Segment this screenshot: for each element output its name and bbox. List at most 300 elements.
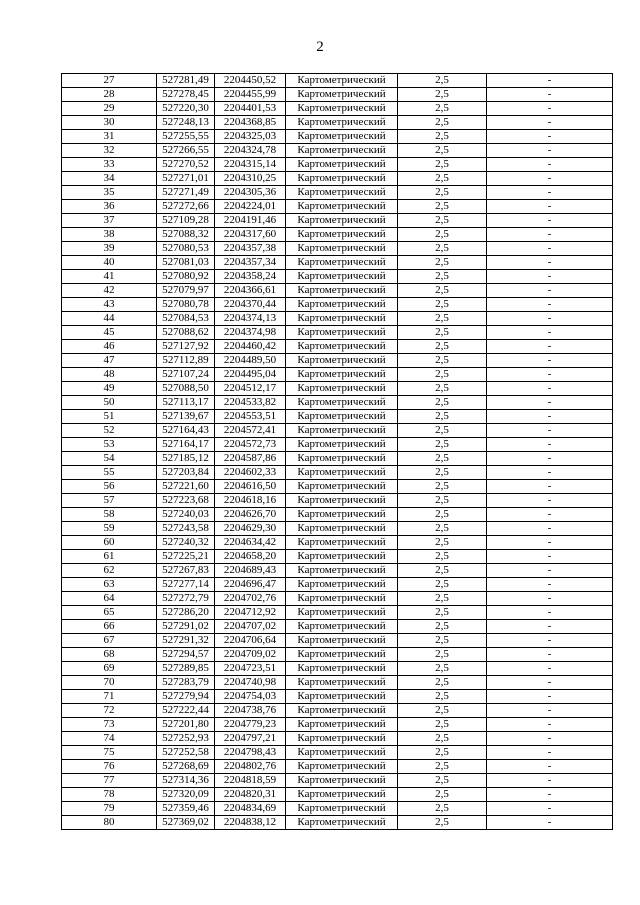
table-row [62, 452, 613, 466]
point-number-cell: 40 [62, 256, 157, 270]
note-cell: - [487, 242, 613, 256]
note-cell: - [487, 578, 613, 592]
table-row [62, 550, 613, 564]
y-coordinate-cell: 2204587,86 [215, 452, 286, 466]
method-cell: Картометрический [286, 130, 398, 144]
method-cell: Картометрический [286, 634, 398, 648]
accuracy-cell: 2,5 [398, 312, 487, 326]
point-number-cell: 35 [62, 186, 157, 200]
note-cell: - [487, 382, 613, 396]
point-number-cell: 63 [62, 578, 157, 592]
point-number-cell: 54 [62, 452, 157, 466]
table-row [62, 494, 613, 508]
coordinates-table-body [62, 74, 613, 830]
point-number-cell: 41 [62, 270, 157, 284]
x-coordinate-cell: 527286,20 [157, 606, 215, 620]
note-cell: - [487, 186, 613, 200]
note-cell: - [487, 74, 613, 88]
point-number-cell: 57 [62, 494, 157, 508]
accuracy-cell: 2,5 [398, 494, 487, 508]
point-number-cell: 28 [62, 88, 157, 102]
note-cell: - [487, 102, 613, 116]
table-row [62, 760, 613, 774]
method-cell: Картометрический [286, 564, 398, 578]
x-coordinate-cell: 527109,28 [157, 214, 215, 228]
method-cell: Картометрический [286, 396, 398, 410]
x-coordinate-cell: 527267,83 [157, 564, 215, 578]
method-cell: Картометрический [286, 438, 398, 452]
x-coordinate-cell: 527281,49 [157, 74, 215, 88]
x-coordinate-cell: 527272,79 [157, 592, 215, 606]
y-coordinate-cell: 2204802,76 [215, 760, 286, 774]
note-cell: - [487, 746, 613, 760]
x-coordinate-cell: 527201,80 [157, 718, 215, 732]
accuracy-cell: 2,5 [398, 592, 487, 606]
note-cell: - [487, 592, 613, 606]
x-coordinate-cell: 527221,60 [157, 480, 215, 494]
note-cell: - [487, 662, 613, 676]
x-coordinate-cell: 527084,53 [157, 312, 215, 326]
table-row [62, 326, 613, 340]
accuracy-cell: 2,5 [398, 536, 487, 550]
y-coordinate-cell: 2204191,46 [215, 214, 286, 228]
table-row [62, 802, 613, 816]
point-number-cell: 60 [62, 536, 157, 550]
y-coordinate-cell: 2204696,47 [215, 578, 286, 592]
point-number-cell: 33 [62, 158, 157, 172]
note-cell: - [487, 480, 613, 494]
table-row [62, 158, 613, 172]
method-cell: Картометрический [286, 452, 398, 466]
point-number-cell: 30 [62, 116, 157, 130]
x-coordinate-cell: 527314,36 [157, 774, 215, 788]
accuracy-cell: 2,5 [398, 508, 487, 522]
y-coordinate-cell: 2204629,30 [215, 522, 286, 536]
accuracy-cell: 2,5 [398, 816, 487, 830]
accuracy-cell: 2,5 [398, 648, 487, 662]
point-number-cell: 27 [62, 74, 157, 88]
point-number-cell: 56 [62, 480, 157, 494]
point-number-cell: 45 [62, 326, 157, 340]
accuracy-cell: 2,5 [398, 102, 487, 116]
table-row [62, 480, 613, 494]
note-cell: - [487, 676, 613, 690]
y-coordinate-cell: 2204317,60 [215, 228, 286, 242]
x-coordinate-cell: 527268,69 [157, 760, 215, 774]
y-coordinate-cell: 2204366,61 [215, 284, 286, 298]
table-row [62, 606, 613, 620]
note-cell: - [487, 326, 613, 340]
x-coordinate-cell: 527088,62 [157, 326, 215, 340]
method-cell: Картометрический [286, 550, 398, 564]
accuracy-cell: 2,5 [398, 340, 487, 354]
point-number-cell: 46 [62, 340, 157, 354]
y-coordinate-cell: 2204358,24 [215, 270, 286, 284]
table-row [62, 242, 613, 256]
method-cell: Картометрический [286, 522, 398, 536]
y-coordinate-cell: 2204368,85 [215, 116, 286, 130]
note-cell: - [487, 284, 613, 298]
point-number-cell: 59 [62, 522, 157, 536]
y-coordinate-cell: 2204723,51 [215, 662, 286, 676]
method-cell: Картометрический [286, 326, 398, 340]
method-cell: Картометрический [286, 298, 398, 312]
table-row [62, 564, 613, 578]
point-number-cell: 67 [62, 634, 157, 648]
note-cell: - [487, 452, 613, 466]
x-coordinate-cell: 527369,02 [157, 816, 215, 830]
method-cell: Картометрический [286, 816, 398, 830]
note-cell: - [487, 788, 613, 802]
x-coordinate-cell: 527291,02 [157, 620, 215, 634]
x-coordinate-cell: 527252,58 [157, 746, 215, 760]
point-number-cell: 31 [62, 130, 157, 144]
point-number-cell: 77 [62, 774, 157, 788]
accuracy-cell: 2,5 [398, 354, 487, 368]
method-cell: Картометрический [286, 662, 398, 676]
point-number-cell: 29 [62, 102, 157, 116]
note-cell: - [487, 536, 613, 550]
method-cell: Картометрический [286, 340, 398, 354]
note-cell: - [487, 228, 613, 242]
method-cell: Картометрический [286, 102, 398, 116]
point-number-cell: 53 [62, 438, 157, 452]
note-cell: - [487, 298, 613, 312]
point-number-cell: 79 [62, 802, 157, 816]
x-coordinate-cell: 527271,49 [157, 186, 215, 200]
note-cell: - [487, 802, 613, 816]
note-cell: - [487, 368, 613, 382]
y-coordinate-cell: 2204712,92 [215, 606, 286, 620]
note-cell: - [487, 340, 613, 354]
x-coordinate-cell: 527079,97 [157, 284, 215, 298]
table-row [62, 522, 613, 536]
page-number: 2 [316, 39, 324, 55]
y-coordinate-cell: 2204374,13 [215, 312, 286, 326]
x-coordinate-cell: 527279,94 [157, 690, 215, 704]
x-coordinate-cell: 527283,79 [157, 676, 215, 690]
method-cell: Картометрический [286, 494, 398, 508]
table-row [62, 340, 613, 354]
x-coordinate-cell: 527291,32 [157, 634, 215, 648]
y-coordinate-cell: 2204602,33 [215, 466, 286, 480]
method-cell: Картометрический [286, 732, 398, 746]
method-cell: Картометрический [286, 382, 398, 396]
point-number-cell: 69 [62, 662, 157, 676]
method-cell: Картометрический [286, 592, 398, 606]
method-cell: Картометрический [286, 270, 398, 284]
note-cell: - [487, 116, 613, 130]
y-coordinate-cell: 2204460,42 [215, 340, 286, 354]
table-row [62, 648, 613, 662]
accuracy-cell: 2,5 [398, 214, 487, 228]
accuracy-cell: 2,5 [398, 662, 487, 676]
method-cell: Картометрический [286, 312, 398, 326]
accuracy-cell: 2,5 [398, 172, 487, 186]
method-cell: Картометрический [286, 88, 398, 102]
x-coordinate-cell: 527080,92 [157, 270, 215, 284]
accuracy-cell: 2,5 [398, 396, 487, 410]
table-row [62, 144, 613, 158]
accuracy-cell: 2,5 [398, 718, 487, 732]
accuracy-cell: 2,5 [398, 284, 487, 298]
method-cell: Картометрический [286, 144, 398, 158]
x-coordinate-cell: 527080,78 [157, 298, 215, 312]
note-cell: - [487, 816, 613, 830]
note-cell: - [487, 130, 613, 144]
note-cell: - [487, 606, 613, 620]
table-row [62, 368, 613, 382]
point-number-cell: 48 [62, 368, 157, 382]
x-coordinate-cell: 527139,67 [157, 410, 215, 424]
note-cell: - [487, 270, 613, 284]
y-coordinate-cell: 2204305,36 [215, 186, 286, 200]
x-coordinate-cell: 527220,30 [157, 102, 215, 116]
table-row [62, 130, 613, 144]
point-number-cell: 49 [62, 382, 157, 396]
accuracy-cell: 2,5 [398, 74, 487, 88]
y-coordinate-cell: 2204740,98 [215, 676, 286, 690]
y-coordinate-cell: 2204572,73 [215, 438, 286, 452]
note-cell: - [487, 564, 613, 578]
method-cell: Картометрический [286, 648, 398, 662]
accuracy-cell: 2,5 [398, 466, 487, 480]
y-coordinate-cell: 2204658,20 [215, 550, 286, 564]
y-coordinate-cell: 2204315,14 [215, 158, 286, 172]
y-coordinate-cell: 2204489,50 [215, 354, 286, 368]
y-coordinate-cell: 2204455,99 [215, 88, 286, 102]
table-row [62, 228, 613, 242]
method-cell: Картометрический [286, 256, 398, 270]
accuracy-cell: 2,5 [398, 256, 487, 270]
y-coordinate-cell: 2204324,78 [215, 144, 286, 158]
accuracy-cell: 2,5 [398, 606, 487, 620]
table-row [62, 578, 613, 592]
method-cell: Картометрический [286, 508, 398, 522]
point-number-cell: 76 [62, 760, 157, 774]
note-cell: - [487, 438, 613, 452]
x-coordinate-cell: 527278,45 [157, 88, 215, 102]
y-coordinate-cell: 2204834,69 [215, 802, 286, 816]
x-coordinate-cell: 527272,66 [157, 200, 215, 214]
table-row [62, 746, 613, 760]
point-number-cell: 62 [62, 564, 157, 578]
point-number-cell: 68 [62, 648, 157, 662]
x-coordinate-cell: 527222,44 [157, 704, 215, 718]
y-coordinate-cell: 2204495,04 [215, 368, 286, 382]
accuracy-cell: 2,5 [398, 200, 487, 214]
method-cell: Картометрический [286, 172, 398, 186]
note-cell: - [487, 494, 613, 508]
x-coordinate-cell: 527255,55 [157, 130, 215, 144]
note-cell: - [487, 144, 613, 158]
y-coordinate-cell: 2204779,23 [215, 718, 286, 732]
method-cell: Картометрический [286, 620, 398, 634]
table-row [62, 466, 613, 480]
accuracy-cell: 2,5 [398, 298, 487, 312]
accuracy-cell: 2,5 [398, 802, 487, 816]
y-coordinate-cell: 2204618,16 [215, 494, 286, 508]
y-coordinate-cell: 2204754,03 [215, 690, 286, 704]
accuracy-cell: 2,5 [398, 130, 487, 144]
x-coordinate-cell: 527240,03 [157, 508, 215, 522]
accuracy-cell: 2,5 [398, 410, 487, 424]
note-cell: - [487, 634, 613, 648]
point-number-cell: 80 [62, 816, 157, 830]
point-number-cell: 52 [62, 424, 157, 438]
y-coordinate-cell: 2204689,43 [215, 564, 286, 578]
note-cell: - [487, 718, 613, 732]
point-number-cell: 55 [62, 466, 157, 480]
method-cell: Картометрический [286, 788, 398, 802]
y-coordinate-cell: 2204702,76 [215, 592, 286, 606]
method-cell: Картометрический [286, 424, 398, 438]
y-coordinate-cell: 2204401,53 [215, 102, 286, 116]
point-number-cell: 32 [62, 144, 157, 158]
table-row [62, 690, 613, 704]
x-coordinate-cell: 527271,01 [157, 172, 215, 186]
point-number-cell: 78 [62, 788, 157, 802]
table-row [62, 214, 613, 228]
point-number-cell: 43 [62, 298, 157, 312]
note-cell: - [487, 214, 613, 228]
point-number-cell: 72 [62, 704, 157, 718]
point-number-cell: 65 [62, 606, 157, 620]
accuracy-cell: 2,5 [398, 788, 487, 802]
x-coordinate-cell: 527164,43 [157, 424, 215, 438]
method-cell: Картометрический [286, 578, 398, 592]
y-coordinate-cell: 2204325,03 [215, 130, 286, 144]
y-coordinate-cell: 2204838,12 [215, 816, 286, 830]
x-coordinate-cell: 527203,84 [157, 466, 215, 480]
x-coordinate-cell: 527240,32 [157, 536, 215, 550]
accuracy-cell: 2,5 [398, 158, 487, 172]
accuracy-cell: 2,5 [398, 774, 487, 788]
note-cell: - [487, 550, 613, 564]
table-row [62, 88, 613, 102]
note-cell: - [487, 620, 613, 634]
method-cell: Картометрический [286, 116, 398, 130]
point-number-cell: 44 [62, 312, 157, 326]
x-coordinate-cell: 527127,92 [157, 340, 215, 354]
x-coordinate-cell: 527080,53 [157, 242, 215, 256]
method-cell: Картометрический [286, 718, 398, 732]
accuracy-cell: 2,5 [398, 242, 487, 256]
table-row [62, 816, 613, 830]
accuracy-cell: 2,5 [398, 424, 487, 438]
point-number-cell: 61 [62, 550, 157, 564]
method-cell: Картометрический [286, 536, 398, 550]
method-cell: Картометрический [286, 774, 398, 788]
table-row [62, 732, 613, 746]
y-coordinate-cell: 2204818,59 [215, 774, 286, 788]
y-coordinate-cell: 2204820,31 [215, 788, 286, 802]
point-number-cell: 74 [62, 732, 157, 746]
table-row [62, 424, 613, 438]
accuracy-cell: 2,5 [398, 186, 487, 200]
table-row [62, 410, 613, 424]
note-cell: - [487, 172, 613, 186]
note-cell: - [487, 396, 613, 410]
accuracy-cell: 2,5 [398, 746, 487, 760]
x-coordinate-cell: 527320,09 [157, 788, 215, 802]
y-coordinate-cell: 2204370,44 [215, 298, 286, 312]
method-cell: Картометрический [286, 676, 398, 690]
x-coordinate-cell: 527223,68 [157, 494, 215, 508]
note-cell: - [487, 690, 613, 704]
note-cell: - [487, 760, 613, 774]
point-number-cell: 36 [62, 200, 157, 214]
y-coordinate-cell: 2204572,41 [215, 424, 286, 438]
note-cell: - [487, 522, 613, 536]
table-row [62, 354, 613, 368]
point-number-cell: 70 [62, 676, 157, 690]
method-cell: Картометрический [286, 802, 398, 816]
point-number-cell: 58 [62, 508, 157, 522]
point-number-cell: 38 [62, 228, 157, 242]
note-cell: - [487, 158, 613, 172]
table-row [62, 438, 613, 452]
note-cell: - [487, 774, 613, 788]
point-number-cell: 75 [62, 746, 157, 760]
y-coordinate-cell: 2204512,17 [215, 382, 286, 396]
table-row [62, 116, 613, 130]
x-coordinate-cell: 527112,89 [157, 354, 215, 368]
table-row [62, 186, 613, 200]
note-cell: - [487, 466, 613, 480]
accuracy-cell: 2,5 [398, 676, 487, 690]
x-coordinate-cell: 527277,14 [157, 578, 215, 592]
accuracy-cell: 2,5 [398, 382, 487, 396]
table-row [62, 284, 613, 298]
table-row [62, 74, 613, 88]
x-coordinate-cell: 527225,21 [157, 550, 215, 564]
x-coordinate-cell: 527248,13 [157, 116, 215, 130]
table-row [62, 634, 613, 648]
x-coordinate-cell: 527113,17 [157, 396, 215, 410]
accuracy-cell: 2,5 [398, 438, 487, 452]
table-row [62, 270, 613, 284]
y-coordinate-cell: 2204709,02 [215, 648, 286, 662]
y-coordinate-cell: 2204533,82 [215, 396, 286, 410]
accuracy-cell: 2,5 [398, 704, 487, 718]
y-coordinate-cell: 2204797,21 [215, 732, 286, 746]
x-coordinate-cell: 527088,32 [157, 228, 215, 242]
table-row [62, 382, 613, 396]
y-coordinate-cell: 2204450,52 [215, 74, 286, 88]
note-cell: - [487, 648, 613, 662]
accuracy-cell: 2,5 [398, 116, 487, 130]
accuracy-cell: 2,5 [398, 760, 487, 774]
table-row [62, 312, 613, 326]
y-coordinate-cell: 2204224,01 [215, 200, 286, 214]
point-number-cell: 66 [62, 620, 157, 634]
x-coordinate-cell: 527294,57 [157, 648, 215, 662]
note-cell: - [487, 704, 613, 718]
accuracy-cell: 2,5 [398, 690, 487, 704]
table-row [62, 508, 613, 522]
method-cell: Картометрический [286, 368, 398, 382]
accuracy-cell: 2,5 [398, 228, 487, 242]
method-cell: Картометрический [286, 242, 398, 256]
x-coordinate-cell: 527185,12 [157, 452, 215, 466]
accuracy-cell: 2,5 [398, 564, 487, 578]
y-coordinate-cell: 2204357,34 [215, 256, 286, 270]
accuracy-cell: 2,5 [398, 452, 487, 466]
point-number-cell: 42 [62, 284, 157, 298]
point-number-cell: 73 [62, 718, 157, 732]
method-cell: Картометрический [286, 354, 398, 368]
